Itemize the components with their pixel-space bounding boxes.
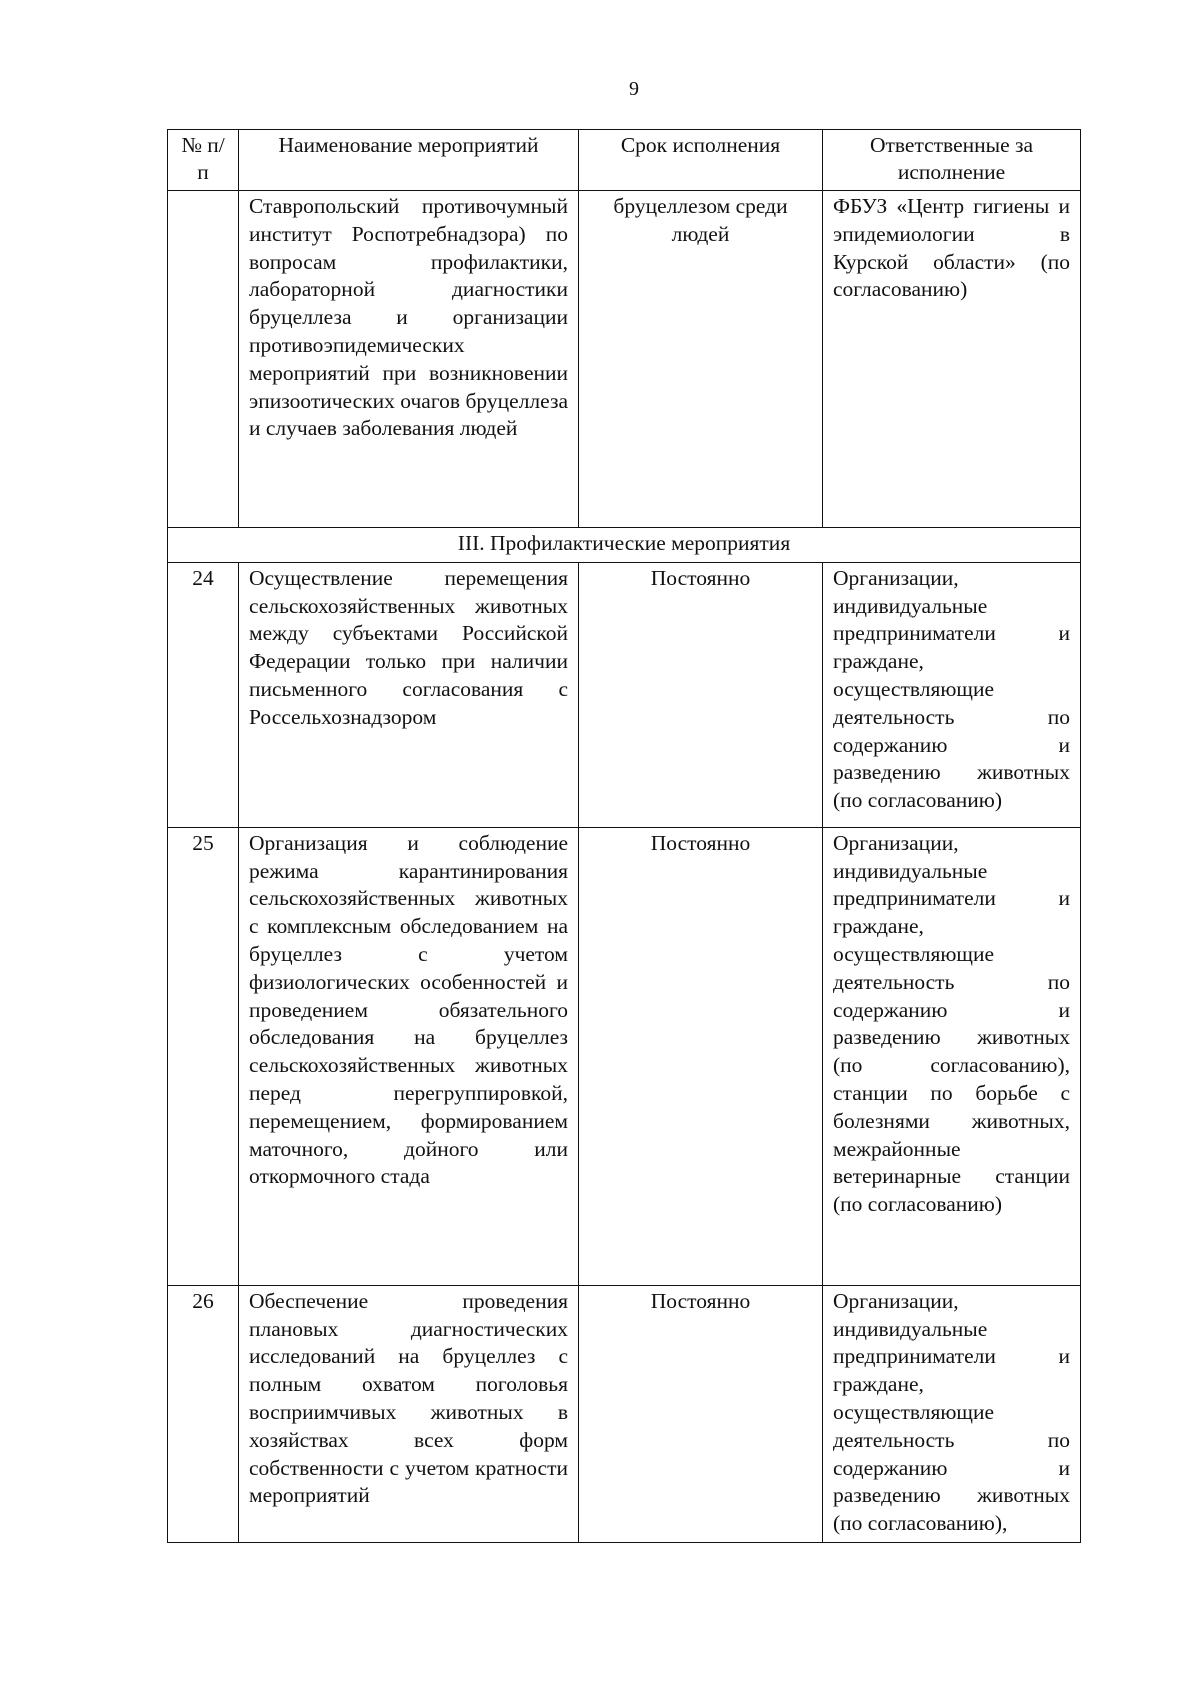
table-row xyxy=(168,1285,1081,1542)
header-term: Срок исполнения xyxy=(579,130,823,191)
cell-num: 25 xyxy=(168,827,239,1285)
section-row xyxy=(168,528,1081,563)
table-row xyxy=(168,562,1081,827)
cell-responsible: Организации, индивидуальные предприниматели и граждане, осуществляющие деятельность по содержанию и разведению животных (по согласованию), xyxy=(823,1285,1081,1542)
cell-term: Постоянно xyxy=(579,827,823,1285)
cell-num: 26 xyxy=(168,1285,239,1542)
cell-term: Постоянно xyxy=(579,1285,823,1542)
cell-name: Ставропольский противочумный институт Роспотребнадзора) по вопросам профилактики, лабораторной диагностики бруцеллеза и организации противоэпидемических мероприятий при возникновении эпизоотических очагов бруцеллеза и случаев заболевания людей xyxy=(239,191,579,528)
cell-name: Обеспечение проведения плановых диагностических исследований на бруцеллез с полным охватом поголовья восприимчивых животных в хозяйствах всех форм собственности с учетом кратности мероприятий xyxy=(239,1285,579,1542)
cell-num xyxy=(168,191,239,528)
page-number: 9 xyxy=(629,78,639,100)
table-row xyxy=(168,827,1081,1285)
measures-table xyxy=(167,129,1081,1543)
cell-name: Осуществление перемещения сельскохозяйственных животных между субъектами Российской Федерации только при наличии письменного согласования с Россельхознадзором xyxy=(239,562,579,827)
header-responsible: Ответственные за исполнение xyxy=(823,130,1081,191)
cell-term: бруцеллезом среди людей xyxy=(579,191,823,528)
cell-term: Постоянно xyxy=(579,562,823,827)
header-name: Наименование мероприятий xyxy=(239,130,579,191)
cell-responsible: ФБУЗ «Центр гигиены и эпидемиологии в Курской области» (по согласованию) xyxy=(823,191,1081,528)
header-num: № п/п xyxy=(168,130,239,191)
table-row-continuation xyxy=(168,191,1081,528)
cell-responsible: Организации, индивидуальные предприниматели и граждане, осуществляющие деятельность по содержанию и разведению животных (по согласованию), станции по борьбе с болезнями животных, межрайонные ветеринарные станции (по согласованию) xyxy=(823,827,1081,1285)
section-title: III. Профилактические мероприятия xyxy=(168,528,1081,563)
cell-responsible: Организации, индивидуальные предприниматели и граждане, осуществляющие деятельность по содержанию и разведению животных (по согласованию) xyxy=(823,562,1081,827)
table-header-row xyxy=(168,130,1081,191)
cell-num: 24 xyxy=(168,562,239,827)
cell-name: Организация и соблюдение режима карантинирования сельскохозяйственных животных с комплексным обследованием на бруцеллез с учетом физиологических особенностей и проведением обязательного обследования на бруцеллез сельскохозяйственных животных перед перегруппировкой, перемещением, формированием маточного, дойного или откормочного стада xyxy=(239,827,579,1285)
